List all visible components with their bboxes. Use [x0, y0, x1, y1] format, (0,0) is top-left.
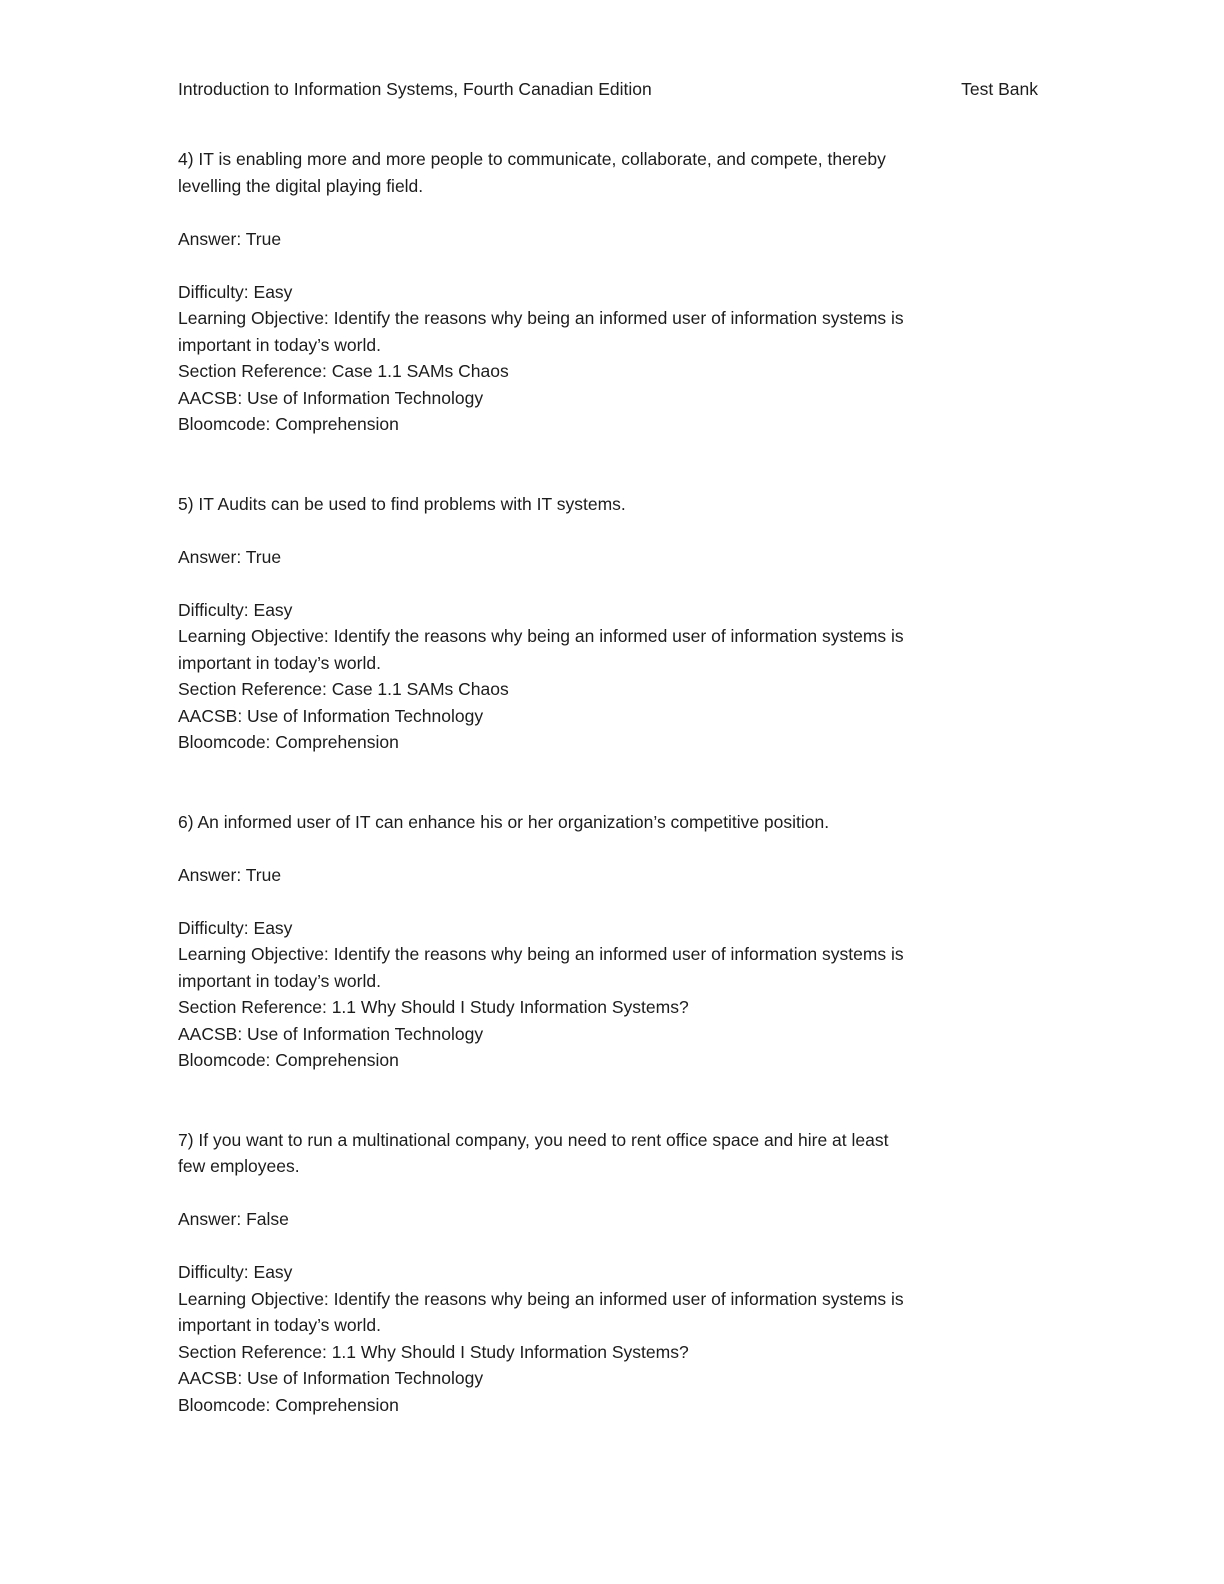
- answer-line: Answer: True: [178, 228, 282, 249]
- page-header: [178, 76, 1038, 103]
- question-metadata: [178, 597, 1038, 756]
- question-line: 6) An informed user of IT can enhance his or her organization’s competitive position.: [178, 811, 830, 832]
- question-line: 4) IT is enabling more and more people to communicate, collaborate, and compete, thereby: [178, 149, 886, 169]
- question-metadata: [178, 915, 1038, 1074]
- header-title: Introduction to Information Systems, Fourth Canadian Edition: [178, 79, 652, 99]
- aacsb-line: AACSB: Use of Information Technology: [178, 1023, 484, 1044]
- learning-objective-continued: important in today’s world.: [178, 334, 381, 355]
- question-text: [178, 1127, 1038, 1180]
- question-line: levelling the digital playing field.: [178, 175, 424, 196]
- learning-objective-line: Learning Objective: Identify the reasons why being an informed user of information systems is: [178, 626, 904, 646]
- answer-paragraph: [178, 862, 1038, 889]
- question-text: [178, 491, 1038, 518]
- difficulty-line: Difficulty: Easy: [178, 917, 293, 938]
- question-text: [178, 146, 1038, 199]
- answer-line: Answer: True: [178, 546, 282, 567]
- answer-paragraph: [178, 226, 1038, 253]
- section-reference-line: Section Reference: Case 1.1 SAMs Chaos: [178, 361, 509, 381]
- difficulty-line: Difficulty: Easy: [178, 599, 293, 620]
- section-reference-line: Section Reference: 1.1 Why Should I Study Information Systems?: [178, 997, 689, 1017]
- header-doc-type: Test Bank: [961, 79, 1038, 99]
- answer-line: Answer: True: [178, 864, 282, 885]
- bloomcode-line: Bloomcode: Comprehension: [178, 1050, 399, 1070]
- question-line: few employees.: [178, 1156, 300, 1176]
- learning-objective-line: Learning Objective: Identify the reasons why being an informed user of information systems is: [178, 1288, 904, 1309]
- bloomcode-line: Bloomcode: Comprehension: [178, 732, 399, 752]
- question-line: 5) IT Audits can be used to find problems with IT systems.: [178, 493, 626, 514]
- document-content: [178, 76, 1038, 1418]
- learning-objective-continued: important in today’s world.: [178, 652, 381, 673]
- answer-paragraph: [178, 544, 1038, 571]
- question-block-4: [178, 146, 1038, 438]
- learning-objective-line: Learning Objective: Identify the reasons why being an informed user of information systems is: [178, 308, 904, 328]
- question-metadata: [178, 279, 1038, 438]
- aacsb-line: AACSB: Use of Information Technology: [178, 1368, 484, 1388]
- answer-paragraph: [178, 1206, 1038, 1233]
- learning-objective-continued: important in today’s world.: [178, 1315, 381, 1335]
- question-text: [178, 809, 1038, 836]
- question-block-6: [178, 809, 1038, 1074]
- answer-line: Answer: False: [178, 1209, 289, 1229]
- aacsb-line: AACSB: Use of Information Technology: [178, 387, 484, 408]
- bloomcode-line: Bloomcode: Comprehension: [178, 414, 399, 434]
- question-line: 7) If you want to run a multinational company, you need to rent office space and hire at least: [178, 1129, 889, 1150]
- bloomcode-line: Bloomcode: Comprehension: [178, 1394, 399, 1415]
- question-metadata: [178, 1259, 1038, 1418]
- difficulty-line: Difficulty: Easy: [178, 1262, 293, 1282]
- difficulty-line: Difficulty: Easy: [178, 281, 293, 302]
- aacsb-line: AACSB: Use of Information Technology: [178, 705, 484, 726]
- learning-objective-line: Learning Objective: Identify the reasons why being an informed user of information systems is: [178, 944, 904, 964]
- section-reference-line: Section Reference: Case 1.1 SAMs Chaos: [178, 679, 509, 699]
- question-block-7: [178, 1127, 1038, 1419]
- section-reference-line: Section Reference: 1.1 Why Should I Study Information Systems?: [178, 1341, 689, 1362]
- learning-objective-continued: important in today’s world.: [178, 970, 381, 991]
- question-block-5: [178, 491, 1038, 756]
